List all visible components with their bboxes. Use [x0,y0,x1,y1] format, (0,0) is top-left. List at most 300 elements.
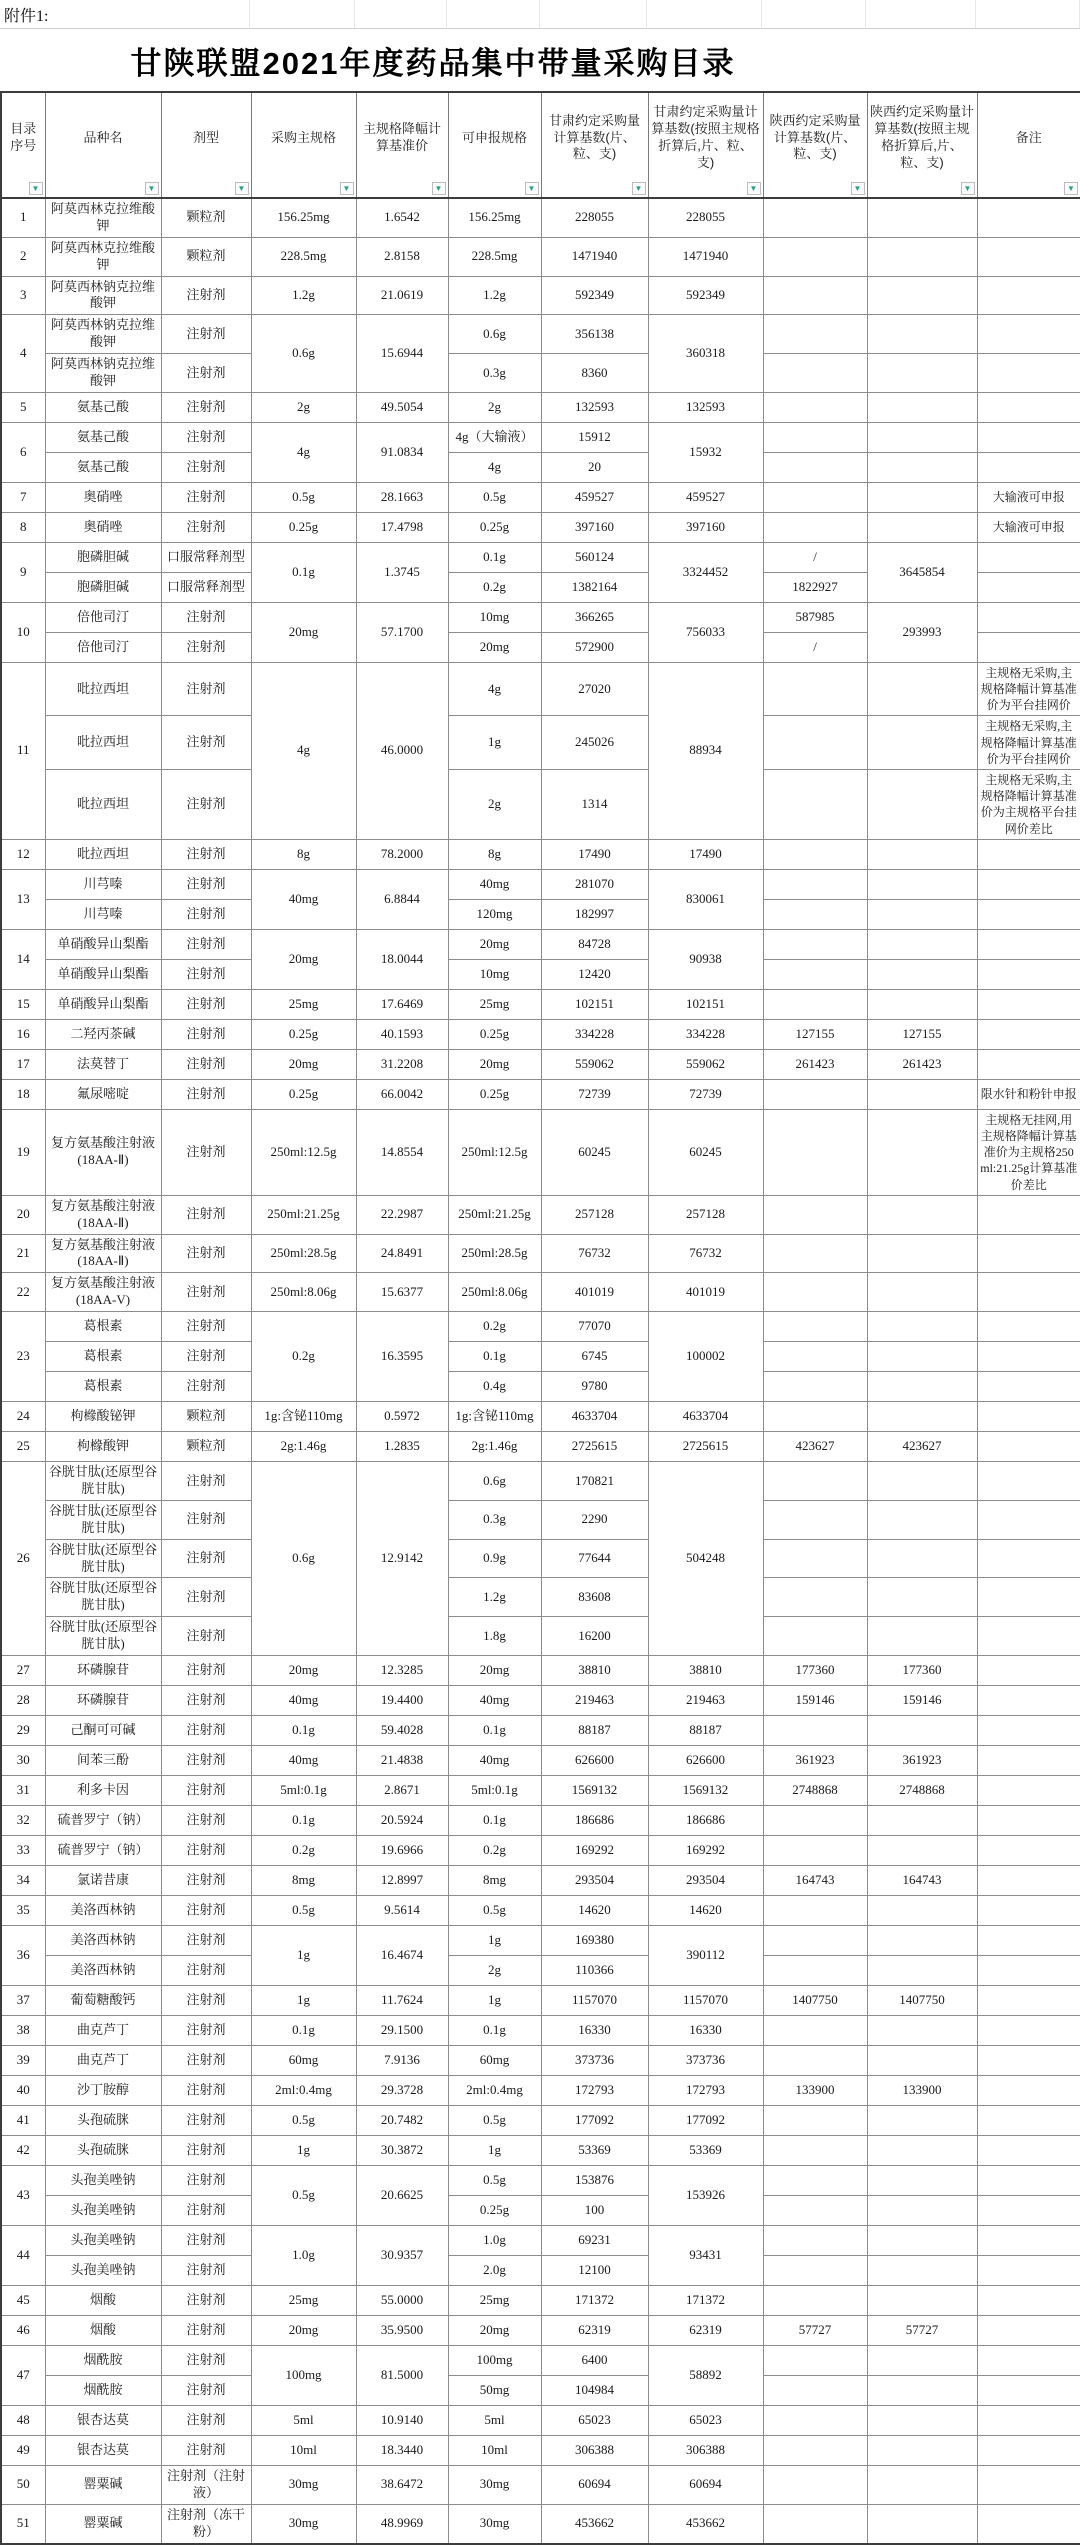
cell-catalog-no: 37 [1,1985,45,2015]
cell-dosage-form: 颗粒剂 [161,237,251,276]
cell-dosage-form: 注射剂 [161,1342,251,1372]
cell-declarable-spec: 30mg [448,2465,541,2504]
cell-dosage-form: 注射剂 [161,1372,251,1402]
cell-dosage-form: 注射剂 [161,869,251,899]
cell-shaanxi-base-qty [763,929,867,959]
cell-shaanxi-base-qty [763,1715,867,1745]
cell-shaanxi-base-qty [763,1925,867,1955]
cell-dosage-form: 注射剂 [161,1019,251,1049]
cell-base-price: 81.5000 [356,2345,448,2405]
cell-shaanxi-base-qty: / [763,632,867,662]
cell-catalog-no: 16 [1,1019,45,1049]
cell-remark [977,354,1080,393]
table-row [1,2225,1080,2255]
cell-dosage-form: 注射剂 [161,2045,251,2075]
cell-catalog-no: 5 [1,392,45,422]
cell-declarable-spec: 20mg [448,1655,541,1685]
cell-declarable-spec: 60mg [448,2045,541,2075]
cell-declarable-spec: 1g [448,716,541,770]
cell-shaanxi-converted-qty [867,929,977,959]
table-row [1,1342,1080,1372]
column-header-label: 剂型 [192,129,219,145]
cell-main-spec: 156.25mg [251,198,356,237]
table-row [1,237,1080,276]
column-header [763,92,867,198]
cell-main-spec: 5ml [251,2405,356,2435]
table-row [1,662,1080,716]
cell-remark [977,1312,1080,1342]
cell-dosage-form: 注射剂 [161,839,251,869]
cell-shaanxi-converted-qty [867,1578,977,1617]
cell-gansu-converted-qty: 102151 [648,989,763,1019]
cell-gansu-converted-qty: 228055 [648,198,763,237]
cell-gansu-converted-qty: 306388 [648,2435,763,2465]
cell-catalog-no: 35 [1,1895,45,1925]
filter-dropdown-icon[interactable]: ▼ [1064,182,1078,195]
cell-gansu-converted-qty: 72739 [648,1079,763,1109]
table-row [1,1835,1080,1865]
cell-gansu-base-qty: 172793 [541,2075,648,2105]
cell-catalog-no: 41 [1,2105,45,2135]
cell-shaanxi-converted-qty [867,2135,977,2165]
cell-product-name: 复方氨基酸注射液(18AA-Ⅱ) [45,1234,161,1273]
column-header [648,92,763,198]
cell-shaanxi-converted-qty [867,2105,977,2135]
cell-declarable-spec: 0.6g [448,315,541,354]
cell-declarable-spec: 10ml [448,2435,541,2465]
cell-dosage-form: 注射剂 [161,315,251,354]
cell-dosage-form: 注射剂 [161,1617,251,1656]
cell-dosage-form: 注射剂 [161,632,251,662]
cell-main-spec: 100mg [251,2345,356,2405]
cell-gansu-converted-qty: 171372 [648,2285,763,2315]
cell-shaanxi-base-qty [763,2045,867,2075]
cell-shaanxi-converted-qty [867,2045,977,2075]
cell-gansu-base-qty: 20 [541,452,648,482]
cell-shaanxi-converted-qty [867,989,977,1019]
cell-remark [977,839,1080,869]
cell-shaanxi-base-qty [763,1539,867,1578]
cell-remark [977,989,1080,1019]
cell-declarable-spec: 2ml:0.4mg [448,2075,541,2105]
table-row [1,716,1080,770]
title-band [0,29,866,91]
cell-declarable-spec: 8mg [448,1865,541,1895]
cell-shaanxi-converted-qty [867,2285,977,2315]
cell-shaanxi-converted-qty [867,1312,977,1342]
cell-gansu-converted-qty: 132593 [648,392,763,422]
cell-base-price: 1.2835 [356,1432,448,1462]
cell-gansu-converted-qty: 830061 [648,869,763,929]
cell-main-spec: 30mg [251,2465,356,2504]
cell-product-name: 环磷腺苷 [45,1655,161,1685]
cell-shaanxi-converted-qty: 2748868 [867,1775,977,1805]
cell-shaanxi-base-qty: 423627 [763,1432,867,1462]
table-row [1,2255,1080,2285]
cell-base-price: 17.4798 [356,512,448,542]
cell-gansu-base-qty: 2725615 [541,1432,648,1462]
cell-shaanxi-base-qty [763,2375,867,2405]
cell-catalog-no: 1 [1,198,45,237]
cell-gansu-base-qty: 169292 [541,1835,648,1865]
cell-product-name: 曲克芦丁 [45,2045,161,2075]
cell-declarable-spec: 1.2g [448,1578,541,1617]
filter-dropdown-icon[interactable]: ▼ [29,182,43,195]
cell-gansu-base-qty: 65023 [541,2405,648,2435]
cell-declarable-spec: 1g [448,1925,541,1955]
cell-product-name: 吡拉西坦 [45,716,161,770]
cell-product-name: 烟酰胺 [45,2345,161,2375]
cell-remark: 主规格无挂网,用主规格降幅计算基准价为主规格250ml:21.25g计算基准价差比 [977,1109,1080,1195]
cell-base-price: 0.5972 [356,1402,448,1432]
table-row [1,2195,1080,2225]
filter-dropdown-icon[interactable]: ▼ [961,182,975,195]
cell-shaanxi-base-qty: 133900 [763,2075,867,2105]
cell-gansu-base-qty: 397160 [541,512,648,542]
cell-remark: 主规格无采购,主规格降幅计算基准价为平台挂网价 [977,662,1080,716]
cell-catalog-no: 27 [1,1655,45,1685]
cell-dosage-form: 注射剂 [161,989,251,1019]
cell-base-price: 38.6472 [356,2465,448,2504]
cell-shaanxi-converted-qty [867,1372,977,1402]
table-row [1,2135,1080,2165]
filter-dropdown-icon[interactable]: ▼ [145,182,159,195]
cell-product-name: 川芎嗪 [45,899,161,929]
cell-catalog-no: 33 [1,1835,45,1865]
cell-remark [977,1195,1080,1234]
cell-base-price: 14.8554 [356,1109,448,1195]
cell-main-spec: 0.2g [251,1835,356,1865]
cell-declarable-spec: 0.5g [448,2105,541,2135]
cell-shaanxi-converted-qty [867,1895,977,1925]
cell-shaanxi-base-qty [763,2225,867,2255]
cell-shaanxi-converted-qty [867,198,977,237]
cell-declarable-spec: 50mg [448,2375,541,2405]
cell-product-name: 阿莫西林钠克拉维酸钾 [45,354,161,393]
cell-base-price: 28.1663 [356,482,448,512]
cell-shaanxi-base-qty [763,2285,867,2315]
table-row [1,452,1080,482]
cell-dosage-form: 注射剂 [161,2255,251,2285]
cell-gansu-base-qty: 104984 [541,2375,648,2405]
table-row [1,482,1080,512]
cell-shaanxi-converted-qty [867,2345,977,2375]
cell-gansu-converted-qty: 756033 [648,602,763,662]
cell-base-price: 31.2208 [356,1049,448,1079]
cell-product-name: 罂粟碱 [45,2465,161,2504]
column-header [161,92,251,198]
cell-gansu-base-qty: 12100 [541,2255,648,2285]
cell-declarable-spec: 100mg [448,2345,541,2375]
cell-declarable-spec: 0.5g [448,1895,541,1925]
cell-gansu-base-qty: 366265 [541,602,648,632]
cell-base-price: 20.7482 [356,2105,448,2135]
cell-remark [977,1500,1080,1539]
filter-dropdown-icon[interactable]: ▼ [851,182,865,195]
cell-declarable-spec: 250ml:8.06g [448,1273,541,1312]
table-row [1,2405,1080,2435]
cell-shaanxi-base-qty [763,2135,867,2165]
cell-gansu-base-qty: 88187 [541,1715,648,1745]
cell-gansu-converted-qty: 90938 [648,929,763,989]
cell-shaanxi-base-qty: 159146 [763,1685,867,1715]
cell-gansu-converted-qty: 2725615 [648,1432,763,1462]
cell-shaanxi-converted-qty: 127155 [867,1019,977,1049]
cell-base-price: 19.6966 [356,1835,448,1865]
cell-main-spec: 0.2g [251,1312,356,1402]
cell-shaanxi-base-qty [763,1462,867,1501]
cell-remark: 大输液可申报 [977,512,1080,542]
cell-declarable-spec: 5ml [448,2405,541,2435]
cell-catalog-no: 39 [1,2045,45,2075]
table-row [1,1925,1080,1955]
cell-shaanxi-base-qty [763,1895,867,1925]
cell-shaanxi-base-qty [763,1195,867,1234]
cell-base-price: 12.8997 [356,1865,448,1895]
cell-shaanxi-base-qty [763,869,867,899]
cell-declarable-spec: 1g:含铋110mg [448,1402,541,1432]
cell-dosage-form: 注射剂 [161,2285,251,2315]
cell-declarable-spec: 4g [448,662,541,716]
cell-catalog-no: 42 [1,2135,45,2165]
cell-declarable-spec: 1g [448,1985,541,2015]
cell-main-spec: 0.1g [251,542,356,602]
cell-base-price: 2.8158 [356,237,448,276]
cell-product-name: 己酮可可碱 [45,1715,161,1745]
cell-dosage-form: 注射剂 [161,422,251,452]
cell-main-spec: 4g [251,422,356,482]
cell-declarable-spec: 0.4g [448,1372,541,1402]
table-row [1,1715,1080,1745]
cell-remark [977,1049,1080,1079]
cell-dosage-form: 注射剂 [161,1715,251,1745]
cell-shaanxi-base-qty [763,452,867,482]
cell-gansu-base-qty: 110366 [541,1955,648,1985]
cell-shaanxi-base-qty [763,1835,867,1865]
cell-dosage-form: 注射剂 [161,1079,251,1109]
cell-declarable-spec: 8g [448,839,541,869]
cell-remark [977,315,1080,354]
cell-shaanxi-converted-qty [867,1500,977,1539]
filter-dropdown-icon[interactable]: ▼ [632,182,646,195]
cell-declarable-spec: 1.2g [448,276,541,315]
cell-product-name: 谷胱甘肽(还原型谷胱甘肽) [45,1617,161,1656]
cell-dosage-form: 口服常释剂型 [161,572,251,602]
cell-remark [977,392,1080,422]
cell-dosage-form: 注射剂 [161,2405,251,2435]
cell-declarable-spec: 20mg [448,2315,541,2345]
cell-gansu-base-qty: 60694 [541,2465,648,2504]
cell-remark [977,2255,1080,2285]
cell-gansu-base-qty: 27020 [541,662,648,716]
cell-gansu-converted-qty: 504248 [648,1462,763,1656]
cell-dosage-form: 注射剂 [161,2015,251,2045]
table-row [1,1273,1080,1312]
cell-declarable-spec: 0.1g [448,1805,541,1835]
cell-gansu-base-qty: 14620 [541,1895,648,1925]
cell-base-price: 15.6944 [356,315,448,393]
cell-main-spec: 20mg [251,602,356,662]
cell-gansu-base-qty: 401019 [541,1273,648,1312]
filter-dropdown-icon[interactable]: ▼ [432,182,446,195]
cell-dosage-form: 注射剂（注射液） [161,2465,251,2504]
cell-base-price: 59.4028 [356,1715,448,1745]
filter-dropdown-icon[interactable]: ▼ [340,182,354,195]
cell-dosage-form: 注射剂 [161,2105,251,2135]
cell-shaanxi-converted-qty: 261423 [867,1049,977,1079]
cell-gansu-converted-qty: 169292 [648,1835,763,1865]
cell-shaanxi-base-qty [763,1578,867,1617]
cell-gansu-base-qty: 334228 [541,1019,648,1049]
cell-base-price: 30.3872 [356,2135,448,2165]
filter-dropdown-icon[interactable]: ▼ [235,182,249,195]
cell-base-price: 29.3728 [356,2075,448,2105]
cell-gansu-base-qty: 177092 [541,2105,648,2135]
cell-dosage-form: 注射剂 [161,1195,251,1234]
cell-shaanxi-base-qty: 1407750 [763,1985,867,2015]
cell-product-name: 葡萄糖酸钙 [45,1985,161,2015]
cell-product-name: 美洛西林钠 [45,1895,161,1925]
cell-gansu-base-qty: 228055 [541,198,648,237]
cell-catalog-no: 49 [1,2435,45,2465]
column-header-label: 可申报规格 [461,129,527,145]
cell-declarable-spec: 250ml:28.5g [448,1234,541,1273]
cell-catalog-no: 20 [1,1195,45,1234]
cell-shaanxi-base-qty [763,770,867,840]
column-header-label: 陕西约定采购量计算基数(按照主规格折算后,片、粒、支) [869,104,974,170]
cell-shaanxi-base-qty [763,2345,867,2375]
cell-gansu-converted-qty: 401019 [648,1273,763,1312]
cell-declarable-spec: 25mg [448,2285,541,2315]
cell-catalog-no: 18 [1,1079,45,1109]
cell-shaanxi-converted-qty [867,1234,977,1273]
table-row [1,422,1080,452]
cell-declarable-spec: 156.25mg [448,198,541,237]
cell-shaanxi-converted-qty [867,422,977,452]
cell-product-name: 氟尿嘧啶 [45,1079,161,1109]
cell-shaanxi-converted-qty: 57727 [867,2315,977,2345]
column-header [45,92,161,198]
cell-product-name: 谷胱甘肽(还原型谷胱甘肽) [45,1578,161,1617]
cell-catalog-no: 8 [1,512,45,542]
cell-dosage-form: 注射剂 [161,1925,251,1955]
cell-gansu-converted-qty: 592349 [648,276,763,315]
cell-dosage-form: 注射剂（冻干粉） [161,2504,251,2543]
cell-dosage-form: 注射剂 [161,2075,251,2105]
cell-shaanxi-converted-qty [867,237,977,276]
table-row [1,1462,1080,1501]
cell-gansu-base-qty: 572900 [541,632,648,662]
cell-declarable-spec: 20mg [448,1049,541,1079]
cell-declarable-spec: 2g [448,392,541,422]
cell-base-price: 7.9136 [356,2045,448,2075]
cell-base-price: 49.5054 [356,392,448,422]
table-row [1,512,1080,542]
cell-declarable-spec: 10mg [448,959,541,989]
cell-product-name: 曲克芦丁 [45,2015,161,2045]
cell-remark [977,1685,1080,1715]
cell-base-price: 16.3595 [356,1312,448,1402]
cell-dosage-form: 注射剂 [161,959,251,989]
cell-declarable-spec: 0.9g [448,1539,541,1578]
cell-main-spec: 250ml:8.06g [251,1273,356,1312]
cell-product-name: 枸橼酸铋钾 [45,1402,161,1432]
cell-remark [977,1539,1080,1578]
cell-product-name: 二羟丙茶碱 [45,1019,161,1049]
cell-base-price: 1.3745 [356,542,448,602]
cell-catalog-no: 34 [1,1865,45,1895]
cell-gansu-converted-qty: 257128 [648,1195,763,1234]
cell-shaanxi-converted-qty [867,1462,977,1501]
cell-remark [977,452,1080,482]
table-row [1,1432,1080,1462]
cell-shaanxi-converted-qty [867,1617,977,1656]
cell-catalog-no: 25 [1,1432,45,1462]
cell-base-price: 11.7624 [356,1985,448,2015]
cell-product-name: 奥硝唑 [45,512,161,542]
cell-shaanxi-converted-qty: 3645854 [867,542,977,602]
cell-product-name: 头孢美唑钠 [45,2165,161,2195]
filter-dropdown-icon[interactable]: ▼ [747,182,761,195]
table-row [1,1985,1080,2015]
cell-product-name: 头孢硫脒 [45,2105,161,2135]
cell-shaanxi-converted-qty [867,959,977,989]
cell-gansu-base-qty: 257128 [541,1195,648,1234]
cell-product-name: 胞磷胆碱 [45,572,161,602]
cell-shaanxi-base-qty: / [763,542,867,572]
table-row [1,2105,1080,2135]
cell-shaanxi-base-qty [763,1273,867,1312]
cell-catalog-no: 44 [1,2225,45,2285]
cell-main-spec: 0.1g [251,1715,356,1745]
cell-gansu-converted-qty: 58892 [648,2345,763,2405]
cell-catalog-no: 26 [1,1462,45,1656]
table-row [1,1775,1080,1805]
cell-gansu-base-qty: 1382164 [541,572,648,602]
column-header [448,92,541,198]
cell-shaanxi-converted-qty [867,716,977,770]
cell-catalog-no: 38 [1,2015,45,2045]
table-row [1,1745,1080,1775]
filter-dropdown-icon[interactable]: ▼ [525,182,539,195]
cell-gansu-converted-qty: 16330 [648,2015,763,2045]
cell-catalog-no: 12 [1,839,45,869]
cell-gansu-converted-qty: 60694 [648,2465,763,2504]
cell-declarable-spec: 0.25g [448,512,541,542]
cell-shaanxi-converted-qty [867,839,977,869]
cell-main-spec: 1g [251,2135,356,2165]
cell-catalog-no: 24 [1,1402,45,1432]
cell-declarable-spec: 0.5g [448,2165,541,2195]
column-header [541,92,648,198]
cell-product-name: 吡拉西坦 [45,770,161,840]
cell-declarable-spec: 1.8g [448,1617,541,1656]
cell-remark [977,2165,1080,2195]
cell-gansu-base-qty: 132593 [541,392,648,422]
cell-base-price: 12.3285 [356,1655,448,1685]
cell-declarable-spec: 4g [448,452,541,482]
cell-gansu-base-qty: 459527 [541,482,648,512]
cell-main-spec: 8mg [251,1865,356,1895]
cell-shaanxi-converted-qty [867,2435,977,2465]
cell-remark [977,1835,1080,1865]
cell-gansu-converted-qty: 1157070 [648,1985,763,2015]
cell-dosage-form: 注射剂 [161,2225,251,2255]
table-row [1,2015,1080,2045]
cell-main-spec: 2g:1.46g [251,1432,356,1462]
cell-shaanxi-converted-qty [867,869,977,899]
cell-product-name: 法莫替丁 [45,1049,161,1079]
